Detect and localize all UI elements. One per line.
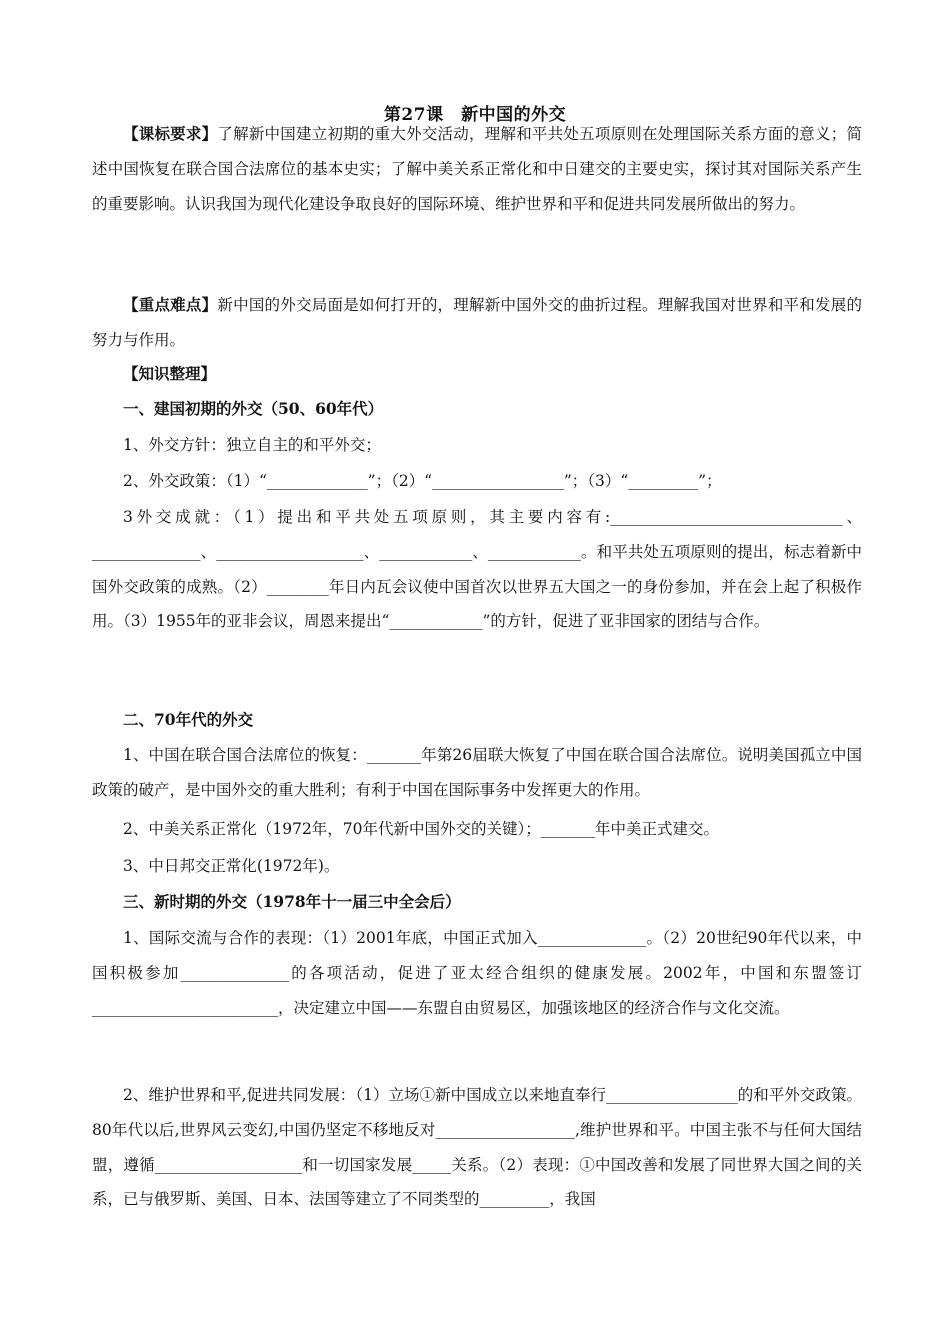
curriculum-requirements <box>92 117 862 221</box>
curriculum-requirements-label: 【课标要求】 <box>123 124 218 143</box>
key-difficulties-text: 新中国的外交局面是如何打开的，理解新中国外交的曲折过程。理解我国对世界和平和发展的努力与作用。 <box>92 296 862 349</box>
section-2-item-2: 2、中美关系正常化（1972年，70年代新中国外交的关键）；_______年中美正式建交。 <box>123 820 720 838</box>
lesson-title: 第27课 新中国的外交 <box>383 105 567 125</box>
section-3-item-2: 2、维护世界和平,促进共同发展：（1）立场①新中国成立以来地直奉行_________________的和平外交政策。80年代以后,世界风云变幻,中国仍坚定不移地反对__________________,维护世界和平。中国主张不与任何大国结盟，遵循___________________和一切国家发展_____关系。（2）表现：①中国改善和发展了同世界大国之间的关系，已与俄罗斯、美国、日本、法国等建立了不同类型的_________，我国 <box>92 1086 862 1209</box>
key-difficulties <box>92 288 862 358</box>
curriculum-requirements-text: 了解新中国建立初期的重大外交活动，理解和平共处五项原则在处理国际关系方面的意义；简述中国恢复在联合国合法席位的基本史实；了解中美关系正常化和中日建交的主要史实，探讨其对国际关系产生的重要影响。认识我国为现代化建设争取良好的国际环境、维护世界和平和促进共同发展所做出的努力。 <box>92 125 862 213</box>
section-3-heading: 三、新时期的外交（1978年十一届三中全会后） <box>123 892 461 911</box>
knowledge-heading: 【知识整理】 <box>123 364 217 383</box>
section-2-item-3: 3、中日邦交正常化(1972年)。 <box>123 857 340 875</box>
key-difficulties-label: 【重点难点】 <box>123 295 218 314</box>
section-1-heading: 一、建国初期的外交（50、60年代） <box>123 399 384 418</box>
section-2-heading: 二、70年代的外交 <box>123 710 254 729</box>
section-1-item-1: 1、外交方针：独立自主的和平外交； <box>123 436 381 454</box>
section-1-item-2: 2、外交政策：（1）“_____________”；（2）“_________________”；（3）“_________”； <box>123 472 722 490</box>
section-1-item-3: 3外交成就：（1）提出和平共处五项原则，其主要内容有:______________________________、______________、___________________、____________、____________。和平共处五项原则的提出，标志着新中国外交政策的成熟。（2）________年日内瓦会议使中国首次以世界五大国之一的身份参加，并在会上起了积极作用。（3）1955年的亚非会议，周恩来提出“____________”的方针，促进了亚非国家的团结与合作。 <box>92 508 862 631</box>
section-2-item-1: 1、中国在联合国合法席位的恢复：_______年第26届联大恢复了中国在联合国合法席位。说明美国孤立中国政策的破产，是中国外交的重大胜利；有利于中国在国际事务中发挥更大的作用。 <box>92 746 862 799</box>
section-3-item-1: 1、国际交流与合作的表现：（1）2001年底，中国正式加入______________。（2）20世纪90年代以来，中国积极参加______________的各项活动，促进了亚太经合组织的健康发展。2002年，中国和东盟签订________________________，决定建立中国——东盟自由贸易区，加强该地区的经济合作与文化交流。 <box>92 929 862 1017</box>
